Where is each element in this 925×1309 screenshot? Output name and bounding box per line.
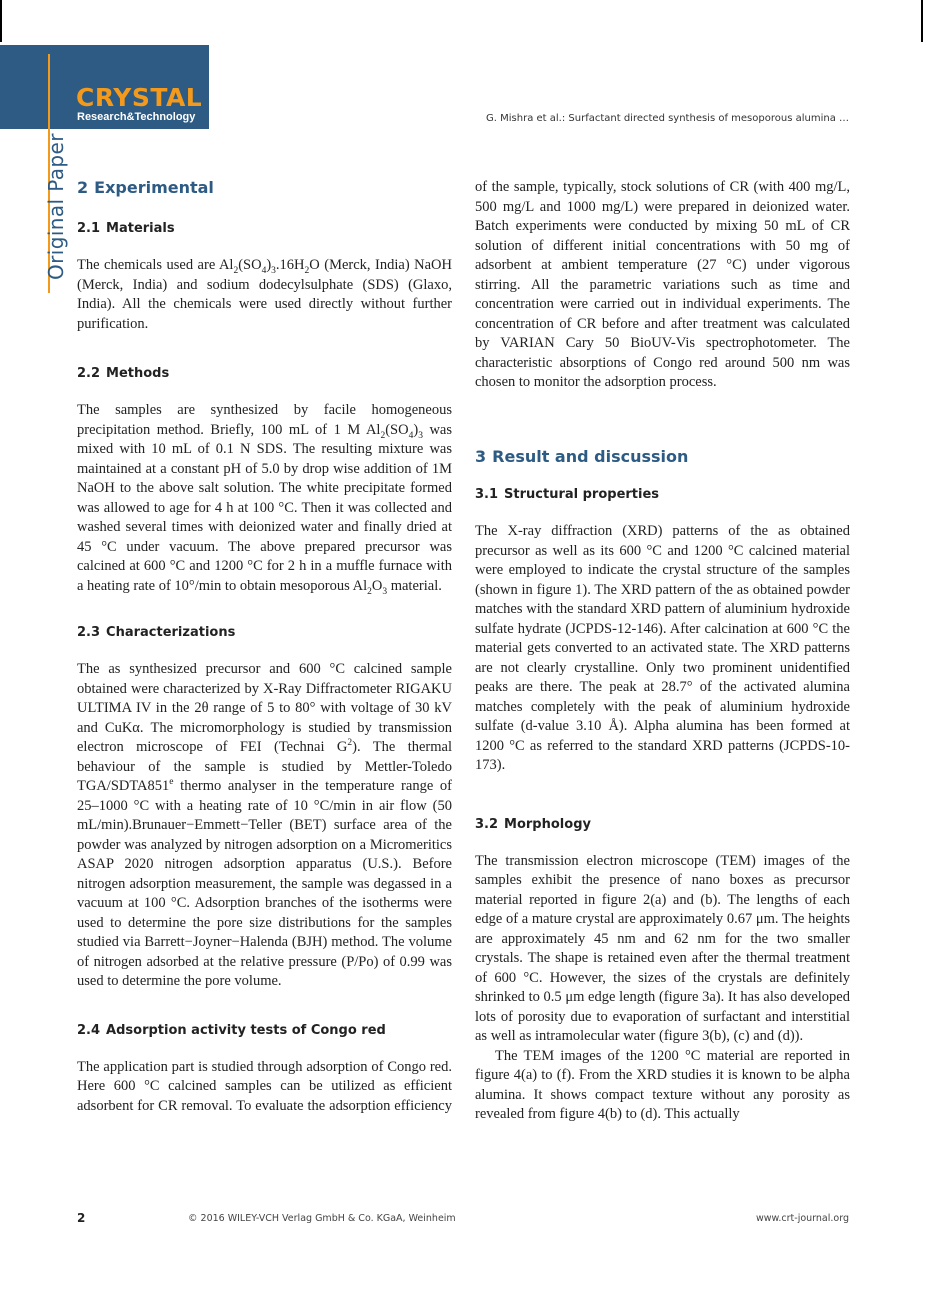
crop-mark-left	[0, 0, 2, 42]
subsection-heading-morphology	[475, 816, 850, 834]
journal-logo-title: CRYSTAL	[76, 83, 203, 112]
subsection-heading-adsorption	[77, 1022, 452, 1040]
section-number: 2	[77, 178, 89, 197]
subsection-heading-characterizations	[77, 624, 452, 642]
subsection-number: 2.4	[77, 1022, 101, 1038]
subsection-heading-methods	[77, 365, 452, 383]
subsection-heading-structural	[475, 486, 850, 504]
article-type-label: Original Paper	[44, 133, 68, 280]
paragraph-adsorption-part1: The application part is studied through adsorption of Congo red. Here 600 °C calcined samples can be utilized as efficient adsorbent for CR removal. To evaluate the adsorption efficiency	[77, 1058, 452, 1114]
subsection-title: Materials	[106, 221, 175, 236]
page-number: 2	[77, 1211, 86, 1225]
section-heading-experimental	[77, 178, 452, 198]
right-column	[475, 178, 850, 1125]
crop-mark-right	[921, 0, 923, 42]
subsection-number: 2.3	[77, 625, 101, 640]
section-heading-results	[475, 447, 850, 467]
subsection-heading-materials	[77, 220, 452, 238]
paragraph-methods: The samples are synthesized by facile homogeneous precipitation method. Briefly, 100 mL of 1 M $Al_2(SO_4)_3$ was mixed with 10 mL of 0.1 N SDS. The resulting mixture was maintained at a constant pH of 5.0 by drop wise addition of 1M NaOH to the above salt solution. The white precipitate formed was allowed to age for 4 h at 100 °C. Then it was collected and washed several times with deionized water and finally dried at 45 °C under vacuum. The above prepared precursor was calcined at 600 °C and 1200 °C for 2 h in a muffle furnace with a heating rate of 10°/min to obtain mesoporous $Al_2O_3$ material.	[77, 402, 452, 597]
paragraph-morphology-1: The transmission electron microscope (TEM) images of the samples exhibit the presence of nano boxes as precursor material reported in figure 2(a) and (b). The lengths of each edge of a mature crystal are approximately 0.67 μm. The heights are approximately 45 nm and 62 nm for the two smaller crystals. The shape is retained even after the thermal treatment of 600 °C. However, the sizes of the crystals are definitely shrinked to 0.5 μm edge length (figure 3a). It has also developed lots of porosity due to evaporation of surfactant and interstitial as well as intramolecular water (figure 3(b), (c) and (d)).	[475, 852, 850, 1044]
section-number: 3	[475, 447, 487, 466]
subsection-title: Structural properties	[504, 487, 660, 502]
paragraph-characterizations: The as synthesized precursor and 600 °C calcined sample obtained were characterized by X-Ray Diffractometer RIGAKU ULTIMA IV in the 2θ range of 5 to 80° with voltage of 30 kV and CuKα. The micromorphology is studied by transmission electron microscope of FEI (Technai $G^2$). The thermal behaviour of the sample is studied by Mettler-Toledo TGA/SDTA851e thermo analyser in the temperature range of 25–1000 °C with a heating rate of 10 °C/min in air flow (50 mL/min).Brunauer−Emmett−Teller (BET) surface area of the powder was analyzed by nitrogen adsorption on a Micromeritics ASAP 2020 nitrogen adsorption apparatus (U.S.). Before nitrogen adsorption measurement, the sample was degassed in a vacuum at 100 °C. Adsorption branches of the isotherms were used to determine the pore size distributions for the samples studied via Barrett−Joyner−Halenda (BJH) method. The volume of nitrogen adsorbed at the relative pressure (P/Po) of 0.99 was used to determine the pore volume.	[77, 661, 452, 989]
section-title: Experimental	[94, 178, 214, 197]
subsection-title: Morphology	[504, 816, 591, 832]
subsection-title: Methods	[106, 366, 170, 381]
subsection-title: Adsorption activity tests of Congo red	[106, 1022, 386, 1038]
subsection-number: 2.2	[77, 366, 101, 381]
subsection-number: 3.1	[475, 487, 499, 502]
copyright-notice: © 2016 WILEY-VCH Verlag GmbH & Co. KGaA, Weinheim	[188, 1213, 456, 1224]
adsorption-continuation-clip	[475, 178, 850, 411]
paragraph-adsorption-part2: of the sample, typically, stock solutions of CR (with 400 mg/L, 500 mg/L and 1000 mg/L) were prepared in deionized water. Batch experiments were conducted by mixing 50 mL of CR solution of different initial concentrations with 50 mg of adsorbent at ambient temperature (27 °C) under vigorous stirring. All the parametric variations such as time and concentration were carried out in individual experiments. The concentration of CR before and after treatment was calculated by VARIAN Cary 50 BioUV-Vis spectrophotometer. The characteristic absorptions of Congo red around 500 nm was chosen to monitor the adsorption process.	[475, 179, 850, 390]
paragraph-morphology-2: The TEM images of the 1200 °C material are reported in figure 4(a) to (f). From the XRD studies it is known to be alpha alumina. It shows compact texture without any porosity as revealed from figure 4(b) to (d). This actually	[475, 1047, 850, 1122]
paragraph-structural: The X-ray diffraction (XRD) patterns of the as obtained precursor as well as its 600 °C and 1200 °C calcined material were employed to indicate the crystal structure of the samples (shown in figure 1). The XRD pattern of the as obtained powder matches with the standard XRD pattern of aluminium hydroxide sulfate hydrate (JCPDS-12-146). After calcination at 600 °C the material gets converted to an activated state. The XRD patterns are not clearly crystalline. Only two prominent unidentified peaks are there. The peak at 28.7° of the activated alumina matches completely with the peak of aluminium hydroxide sulfate (d-value 3.10 Å). Alpha alumina has been formed at 1200 °C as referred to the standard XRD patterns (JCPDS-10-173).	[475, 523, 850, 773]
running-head: G. Mishra et al.: Surfactant directed synthesis of mesoporous alumina …	[486, 113, 849, 124]
subsection-number: 3.2	[475, 816, 499, 832]
subsection-number: 2.1	[77, 221, 101, 236]
paragraph-materials: The chemicals used are $Al_2(SO_4)_3.16H_2O$ (Merck, India) NaOH (Merck, India) and sodium dodecylsulphate (SDS) (Glaxo, India). All the chemicals were used directly without further purification.	[77, 257, 452, 332]
journal-logo-subtitle: Research&Technology	[77, 111, 196, 123]
subsection-title: Characterizations	[106, 625, 236, 640]
journal-url: www.crt-journal.org	[755, 1213, 849, 1224]
section-title: Result and discussion	[492, 447, 689, 466]
left-column	[77, 178, 452, 1116]
